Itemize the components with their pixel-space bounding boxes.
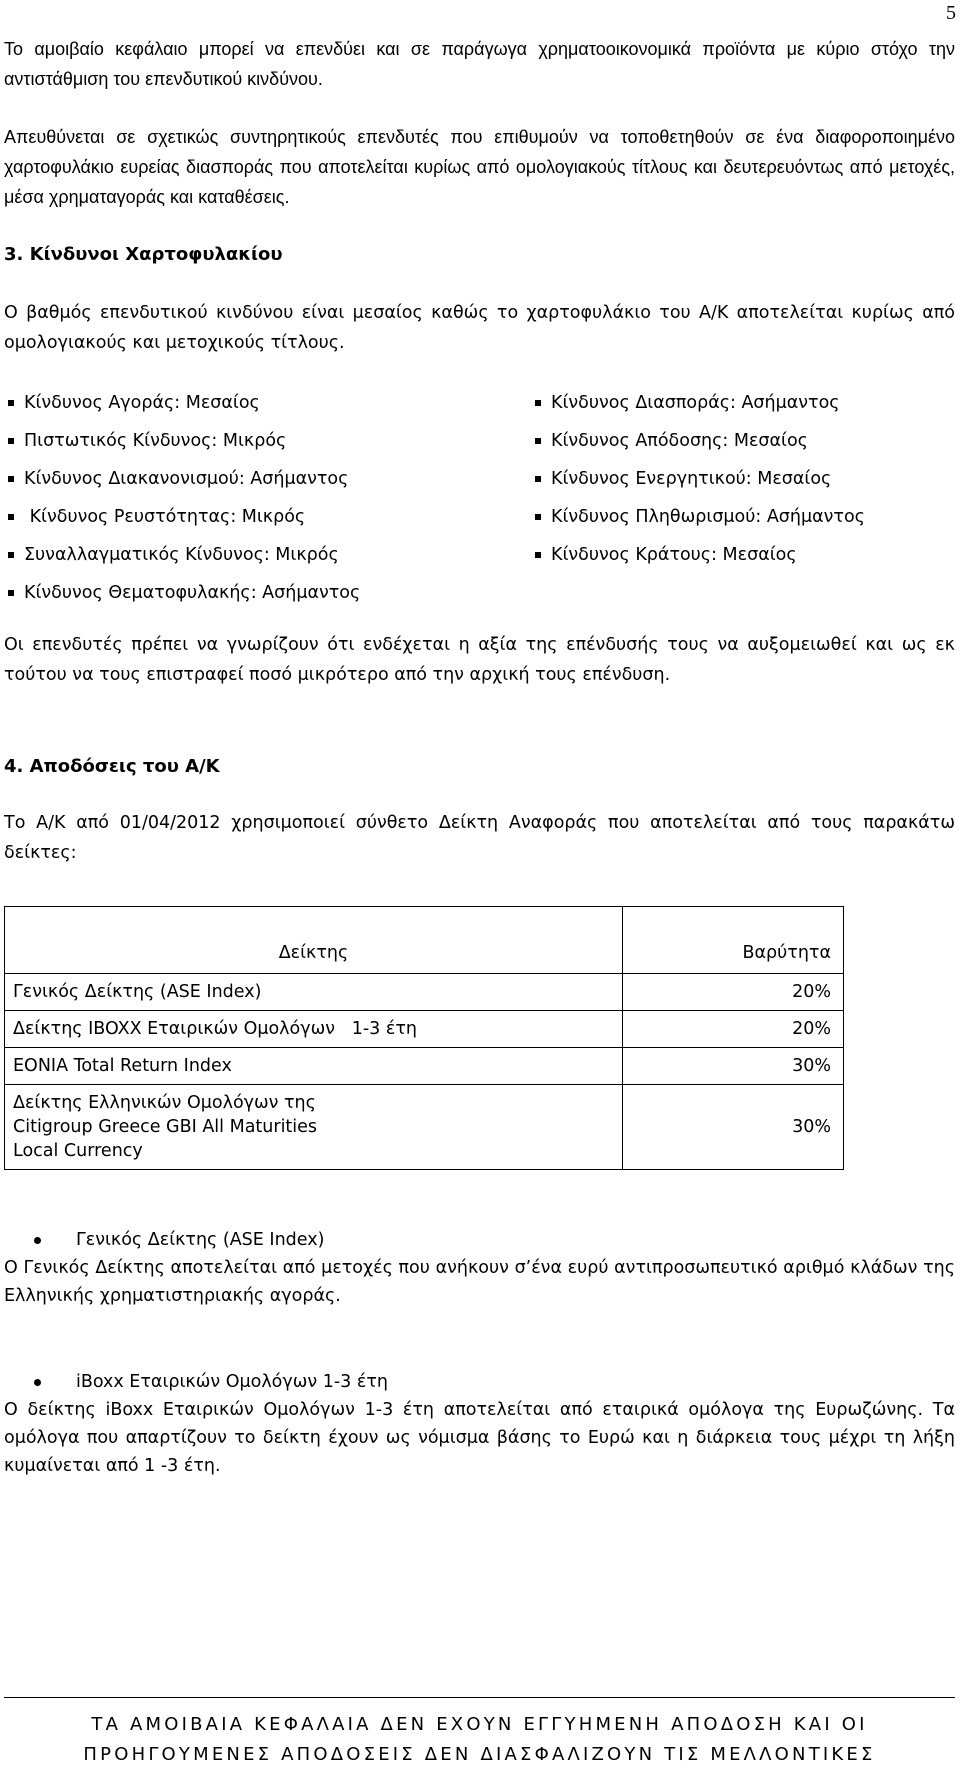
- square-bullet-icon: [535, 400, 541, 406]
- square-bullet-icon: [8, 438, 14, 444]
- square-bullet-icon: [535, 438, 541, 444]
- index-name-cell: Δείκτης Ελληνικών Ομολόγων της Citigroup Greece GBI All Maturities Local Currency: [5, 1085, 623, 1170]
- intro-paragraph-target-investors: Απευθύνεται σε σχετικώς συντηρητικούς επενδυτές που επιθυμούν να τοποθετηθούν σε ένα διαφοροποιημένο χαρτοφυλάκιο ευρείας διασποράς που αποτελείται κυρίως από ομολογιακούς τίτλους και δευτερευόντως από μετοχές, μέσα χρηματαγοράς και καταθέσεις.: [4, 127, 955, 207]
- section-4-paragraph: Το Α/Κ από 01/04/2012 χρησιμοποιεί σύνθετο Δείκτη Αναφοράς που αποτελείται από τους παρακάτω δείκτες:: [4, 813, 955, 863]
- investment-warning-paragraph: Οι επενδυτές πρέπει να γνωρίζουν ότι ενδέχεται η αξία της επένδυσής τους να αυξομειωθεί και ως εκ τούτου να τους επιστραφεί ποσό μικρότερο από την αρχική τους επένδυση.: [4, 635, 955, 685]
- index-weight-cell: 30%: [623, 1085, 844, 1170]
- intro-paragraph-derivatives: Το αμοιβαίο κεφάλαιο μπορεί να επενδύει και σε παράγωγα χρηματοοικονομικά προϊόντα με κύριο στόχο την αντιστάθμιση του επενδυτικού κινδύνου.: [4, 39, 955, 89]
- round-bullet-icon: [34, 1237, 41, 1244]
- section-3-paragraph: Ο βαθμός επενδυτικού κινδύνου είναι μεσαίος καθώς το χαρτοφυλάκιο του Α/Κ αποτελείται κυρίως από ομολογιακούς και μετοχικούς τίτλους.: [4, 303, 955, 353]
- risk-item: Κίνδυνος Θεματοφυλακής: Ασήμαντος: [4, 574, 531, 612]
- bullet-iboxx-title: iBoxx Εταιρικών Ομολόγων 1-3 έτη: [4, 1368, 955, 1396]
- table-header-row: [5, 907, 844, 974]
- footer-line-1: ΤΑ ΑΜΟΙΒΑΙΑ ΚΕΦΑΛΑΙΑ ΔΕΝ ΕΧΟΥΝ ΕΓΓΥΗΜΕΝΗ ΑΠΟΔΟΣΗ ΚΑΙ ΟΙ: [91, 1714, 868, 1735]
- section-3-heading: 3. Κίνδυνοι Χαρτοφυλακίου: [4, 244, 283, 265]
- risk-item: Συναλλαγματικός Κίνδυνος: Μικρός: [4, 536, 531, 574]
- square-bullet-icon: [8, 552, 14, 558]
- table-row: [5, 974, 844, 1011]
- risk-item: Κίνδυνος Κράτους: Μεσαίος: [531, 536, 951, 574]
- table-row: [5, 1085, 844, 1170]
- risk-list: [4, 384, 955, 612]
- footer-disclaimer: [4, 1710, 955, 1770]
- risk-item: Κίνδυνος Ενεργητικού: Μεσαίος: [531, 460, 951, 498]
- square-bullet-icon: [8, 400, 14, 406]
- section-4-heading: 4. Αποδόσεις του Α/Κ: [4, 756, 220, 777]
- round-bullet-icon: [34, 1379, 41, 1386]
- index-weight-cell: 30%: [623, 1048, 844, 1085]
- square-bullet-icon: [535, 514, 541, 520]
- square-bullet-icon: [8, 514, 14, 520]
- footer-divider: [4, 1697, 955, 1698]
- risk-item: Κίνδυνος Αγοράς: Μεσαίος: [4, 384, 531, 422]
- risk-item: Πιστωτικός Κίνδυνος: Μικρός: [4, 422, 531, 460]
- risk-item: Κίνδυνος Ρευστότητας: Μικρός: [4, 498, 531, 536]
- ase-index-description: Ο Γενικός Δείκτης αποτελείται από μετοχές που ανήκουν σ’ένα ευρύ αντιπροσωπευτικό αριθμό κλάδων της Ελληνικής χρηματιστηριακής αγοράς.: [4, 1258, 955, 1306]
- risk-item: Κίνδυνος Πληθωρισμού: Ασήμαντος: [531, 498, 951, 536]
- bullet-ase-index-title: Γενικός Δείκτης (ASE Index): [4, 1226, 955, 1254]
- index-name-cell: Δείκτης IBOXX Εταιρικών Ομολόγων 1-3 έτη: [5, 1011, 623, 1048]
- index-name-cell: Γενικός Δείκτης (ASE Index): [5, 974, 623, 1011]
- square-bullet-icon: [535, 552, 541, 558]
- square-bullet-icon: [535, 476, 541, 482]
- risk-item: Κίνδυνος Διασποράς: Ασήμαντος: [531, 384, 951, 422]
- square-bullet-icon: [8, 476, 14, 482]
- page-number: 5: [946, 2, 956, 24]
- footer-line-2: ΠΡΟΗΓΟΥΜΕΝΕΣ ΑΠΟΔΟΣΕΙΣ ΔΕΝ ΔΙΑΣΦΑΛΙΖΟΥΝ ΤΙΣ ΜΕΛΛΟΝΤΙΚΕΣ: [83, 1744, 876, 1765]
- benchmark-table: [4, 906, 844, 1170]
- square-bullet-icon: [8, 590, 14, 596]
- column-header-weight: Βαρύτητα: [623, 907, 844, 974]
- index-name-cell: EONIA Total Return Index: [5, 1048, 623, 1085]
- index-weight-cell: 20%: [623, 974, 844, 1011]
- document-body: [4, 34, 955, 1480]
- risk-list-right: [531, 384, 951, 612]
- table-row: [5, 1011, 844, 1048]
- risk-item: Κίνδυνος Διακανονισμού: Ασήμαντος: [4, 460, 531, 498]
- table-row: [5, 1048, 844, 1085]
- iboxx-description: Ο δείκτης iBoxx Εταιρικών Ομολόγων 1-3 έτη αποτελείται από εταιρικά ομόλογα της Ευρωζώνης. Τα ομόλογα που απαρτίζουν το δείκτη έχουν ως νόμισμα βάσης το Ευρώ και η διάρκεια τους μέχρι τη λήξη κυμαίνεται από 1 -3 έτη.: [4, 1400, 955, 1476]
- column-header-index: Δείκτης: [5, 907, 623, 974]
- risk-item: Κίνδυνος Απόδοσης: Μεσαίος: [531, 422, 951, 460]
- index-weight-cell: 20%: [623, 1011, 844, 1048]
- risk-list-left: [4, 384, 531, 612]
